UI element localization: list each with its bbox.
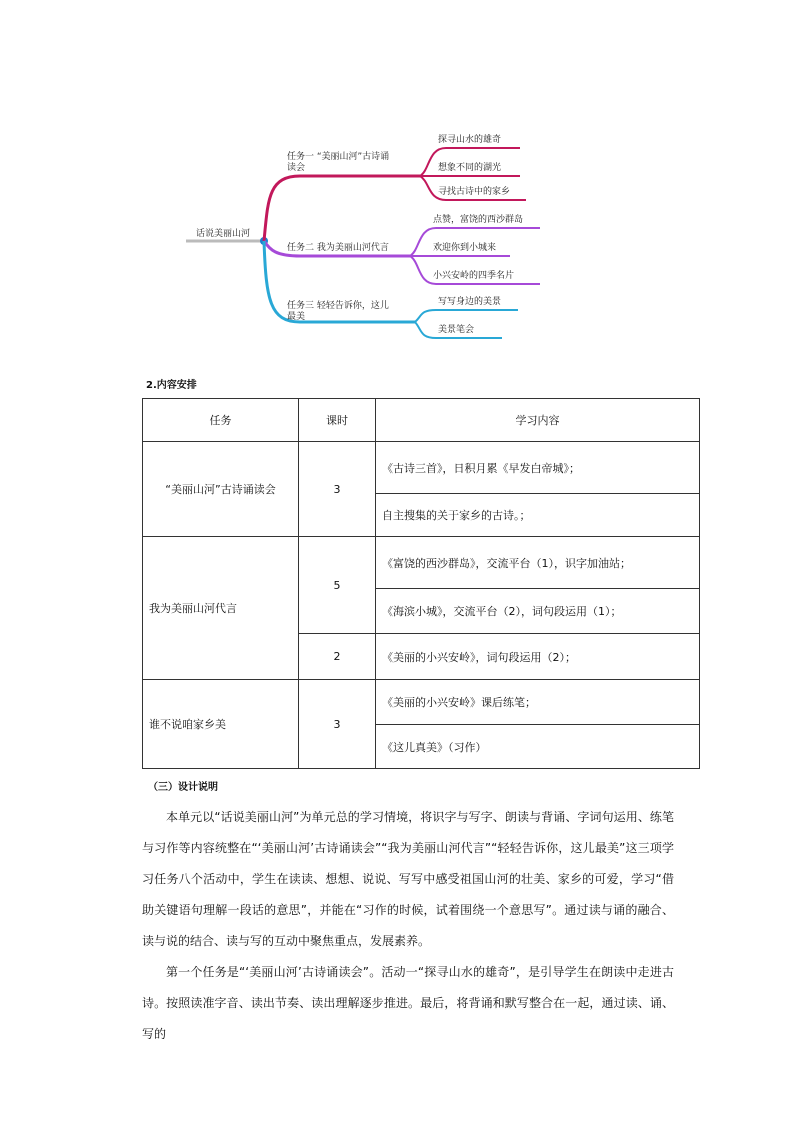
paragraph: 第一个任务是“‘美丽山河’古诗诵读会”。活动一“探寻山水的雄奇”，是引导学生在朗读中走进古诗。按照读准字音、读出节奏、读出理解逐步推进。最后，将背诵和默写整合在一起，通过读、诵、写的 bbox=[142, 965, 674, 1041]
mind-map-root: 话说美丽山河 bbox=[196, 229, 251, 239]
mind-map bbox=[0, 0, 794, 360]
branch-1-leaf-3: 寻找古诗中的家乡 bbox=[438, 187, 511, 197]
table-header-hours: 课时 bbox=[299, 399, 376, 442]
branch-3-leaf-1: 写写身边的美景 bbox=[438, 297, 502, 307]
table-cell-content: 《美丽的小兴安岭》课后练笔； bbox=[376, 680, 700, 725]
table-cell-content: 《富饶的西沙群岛》，交流平台（1），识字加油站； bbox=[376, 537, 700, 589]
content-plan-table bbox=[142, 398, 700, 769]
branch-3-leaf-2: 美景笔会 bbox=[438, 325, 475, 335]
table-cell-task: “美丽山河”古诗诵读会 bbox=[143, 442, 299, 537]
table-row bbox=[143, 680, 700, 725]
branch-2-leaf-3: 小兴安岭的四季名片 bbox=[433, 271, 515, 281]
table-cell-content: 《古诗三首》，日积月累《早发白帝城》； bbox=[376, 442, 700, 494]
branch-3-label-line2: 最美 bbox=[287, 312, 306, 322]
branch-1-leaf-2: 想象不同的湖光 bbox=[438, 163, 502, 173]
table-cell-content: 自主搜集的关于家乡的古诗。； bbox=[376, 494, 700, 537]
table-cell-content: 《海滨小城》，交流平台（2），词句段运用（1）； bbox=[376, 589, 700, 634]
table-header-content: 学习内容 bbox=[376, 399, 700, 442]
paragraph: 本单元以“话说美丽山河”为单元总的学习情境，将识字与写字、朗读与背诵、字词句运用、练笔与习作等内容统整在“‘美丽山河’古诗诵读会”“我为美丽山河代言”“轻轻告诉你，这儿最美”这三项学习任务八个活动中，学生在读读、想想、说说、写写中感受祖国山河的壮美、家乡的可爱，学习“借助关键语句理解一段话的意思”，并能在“习作的时候，试着围绕一个意思写”。通过读与诵的融合、读与说的结合、读与写的互动中聚焦重点，发展素养。 bbox=[142, 810, 674, 948]
table-cell-hours: 2 bbox=[299, 634, 376, 680]
branch-3-label-line1: 任务三 轻轻告诉你，这儿 bbox=[287, 301, 389, 311]
branch-2-label: 任务二 我为美丽山河代言 bbox=[287, 243, 389, 253]
table-cell-hours: 3 bbox=[299, 442, 376, 537]
table-header-task: 任务 bbox=[143, 399, 299, 442]
branch-3-leaf-1-curve bbox=[415, 310, 518, 322]
table-row bbox=[143, 537, 700, 589]
table-cell-hours: 3 bbox=[299, 680, 376, 769]
branch-1-label-line1: 任务一 “美丽山河”古诗诵 bbox=[287, 152, 390, 162]
branch-2-leaf-2: 欢迎你到小城来 bbox=[433, 243, 497, 253]
table-cell-content: 《这儿真美》（习作） bbox=[376, 725, 700, 769]
table-cell-hours: 5 bbox=[299, 537, 376, 634]
branch-1-label-line2: 读会 bbox=[287, 163, 306, 173]
table-header-row bbox=[143, 399, 700, 442]
table-cell-task: 我为美丽山河代言 bbox=[143, 537, 299, 680]
branch-1-leaf-1: 探寻山水的雄奇 bbox=[438, 135, 502, 145]
section-title-design-notes: （三）设计说明 bbox=[148, 782, 218, 793]
table-cell-task: 谁不说咱家乡美 bbox=[143, 680, 299, 769]
design-notes-body bbox=[142, 802, 674, 1050]
section-title-content-plan: 2.内容安排 bbox=[146, 380, 197, 391]
table-cell-content: 《美丽的小兴安岭》，词句段运用（2）； bbox=[376, 634, 700, 680]
branch-2-leaf-1: 点赞，富饶的西沙群岛 bbox=[433, 215, 524, 225]
branch-1-curve bbox=[264, 176, 420, 241]
table-row bbox=[143, 442, 700, 494]
